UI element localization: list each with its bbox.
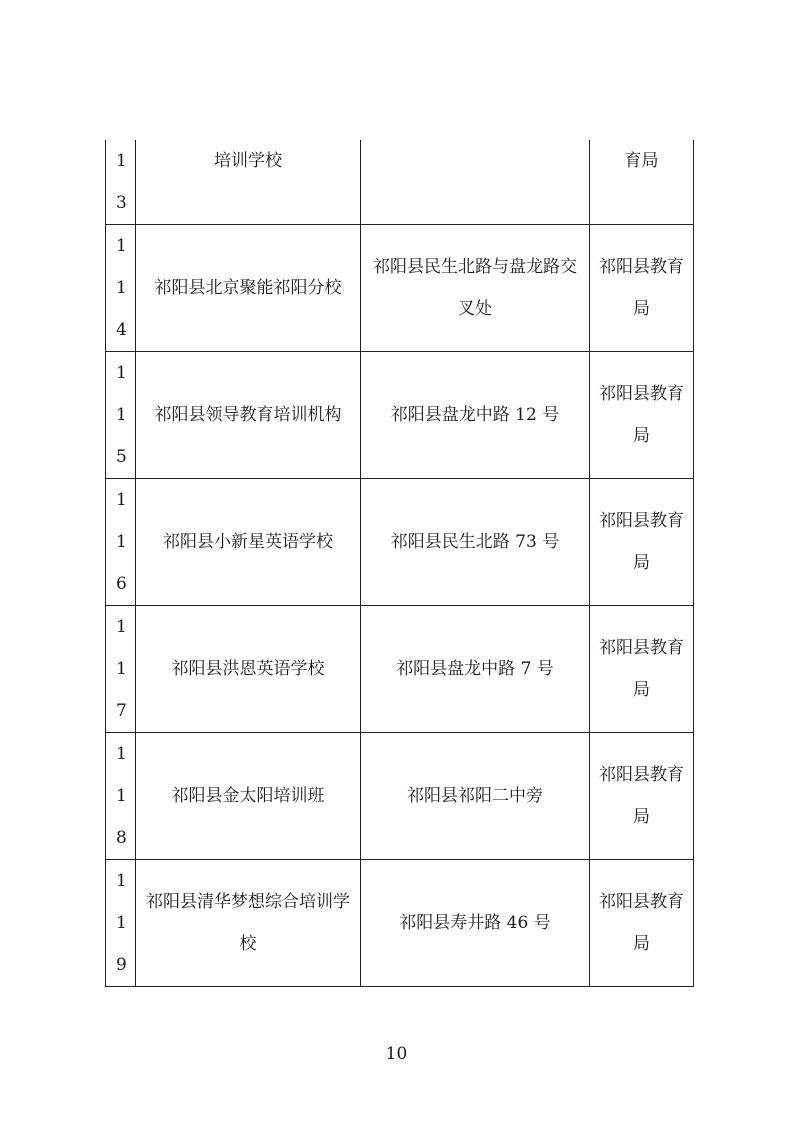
school-name-text: 祁阳县洪恩英语学校 — [171, 659, 325, 679]
school-name-text: 祁阳县北京聚能祁阳分校 — [154, 278, 342, 298]
page-number: 10 — [385, 1044, 408, 1064]
row-index — [106, 225, 136, 352]
school-name-text: 祁阳县清华梦想综合培训学校 — [146, 892, 350, 954]
school-dept — [590, 140, 694, 225]
table-row — [106, 140, 694, 225]
row-index-digit: 4 — [116, 320, 127, 340]
school-dept — [590, 479, 694, 606]
school-dept-text: 祁阳县教育局 — [599, 257, 684, 319]
school-dept — [590, 352, 694, 479]
school-address — [361, 225, 590, 352]
row-index-digit: 7 — [116, 701, 127, 721]
school-dept-text: 祁阳县教育局 — [599, 384, 684, 446]
school-address — [361, 606, 590, 733]
row-index — [106, 140, 136, 225]
school-address-text: 祁阳县盘龙中路 12 号 — [390, 405, 560, 425]
table-body — [106, 140, 694, 987]
school-address — [361, 479, 590, 606]
row-index — [106, 860, 136, 987]
school-name — [136, 140, 361, 225]
school-name — [136, 352, 361, 479]
school-dept-text: 祁阳县教育局 — [599, 638, 684, 700]
row-index-digit: 1 — [116, 913, 127, 933]
school-address — [361, 860, 590, 987]
school-dept-text: 祁阳县教育局 — [599, 511, 684, 573]
row-index-digit: 1 — [116, 151, 127, 171]
row-index — [106, 733, 136, 860]
school-table — [105, 140, 694, 987]
school-name-text: 祁阳县金太阳培训班 — [171, 786, 325, 806]
table-row — [106, 352, 694, 479]
row-index-digit: 1 — [116, 278, 127, 298]
row-index-digit: 1 — [116, 617, 127, 637]
school-dept-text: 祁阳县教育局 — [599, 765, 684, 827]
school-name — [136, 606, 361, 733]
row-index-digit: 8 — [116, 828, 127, 848]
school-address — [361, 733, 590, 860]
school-dept — [590, 606, 694, 733]
school-address-text: 祁阳县民生北路 73 号 — [390, 532, 560, 552]
school-name — [136, 733, 361, 860]
school-name — [136, 225, 361, 352]
table-row — [106, 733, 694, 860]
school-dept — [590, 733, 694, 860]
row-index-digit: 1 — [116, 236, 127, 256]
row-index-digit: 1 — [116, 744, 127, 764]
table-row — [106, 860, 694, 987]
row-index-digit: 5 — [116, 447, 127, 467]
row-index-digit: 3 — [116, 193, 127, 213]
row-index — [106, 606, 136, 733]
school-dept-text: 祁阳县教育局 — [599, 892, 684, 954]
school-name — [136, 860, 361, 987]
school-address-text: 祁阳县盘龙中路 7 号 — [396, 659, 554, 679]
row-index-digit: 1 — [116, 659, 127, 679]
school-name-text: 祁阳县领导教育培训机构 — [154, 405, 342, 425]
school-name-text: 祁阳县小新星英语学校 — [163, 532, 333, 552]
row-index-digit: 6 — [116, 574, 127, 594]
table-row — [106, 479, 694, 606]
row-index-digit: 1 — [116, 490, 127, 510]
row-index-digit: 1 — [116, 786, 127, 806]
school-name-text: 培训学校 — [214, 151, 282, 171]
row-index-digit: 1 — [116, 405, 127, 425]
row-index-digit: 1 — [116, 532, 127, 552]
row-index — [106, 479, 136, 606]
school-address-text: 祁阳县寿井路 46 号 — [399, 913, 551, 933]
school-address-text: 祁阳县民生北路与盘龙路交叉处 — [373, 257, 577, 319]
table-row — [106, 606, 694, 733]
table-row — [106, 225, 694, 352]
row-index-digit: 9 — [116, 955, 127, 975]
row-index — [106, 352, 136, 479]
row-index-digit: 1 — [116, 363, 127, 383]
row-index-digit: 1 — [116, 871, 127, 891]
school-dept — [590, 860, 694, 987]
school-dept-text: 育局 — [624, 151, 659, 171]
school-dept — [590, 225, 694, 352]
school-address — [361, 140, 590, 225]
school-name — [136, 479, 361, 606]
school-address — [361, 352, 590, 479]
school-address-text: 祁阳县祁阳二中旁 — [407, 786, 543, 806]
